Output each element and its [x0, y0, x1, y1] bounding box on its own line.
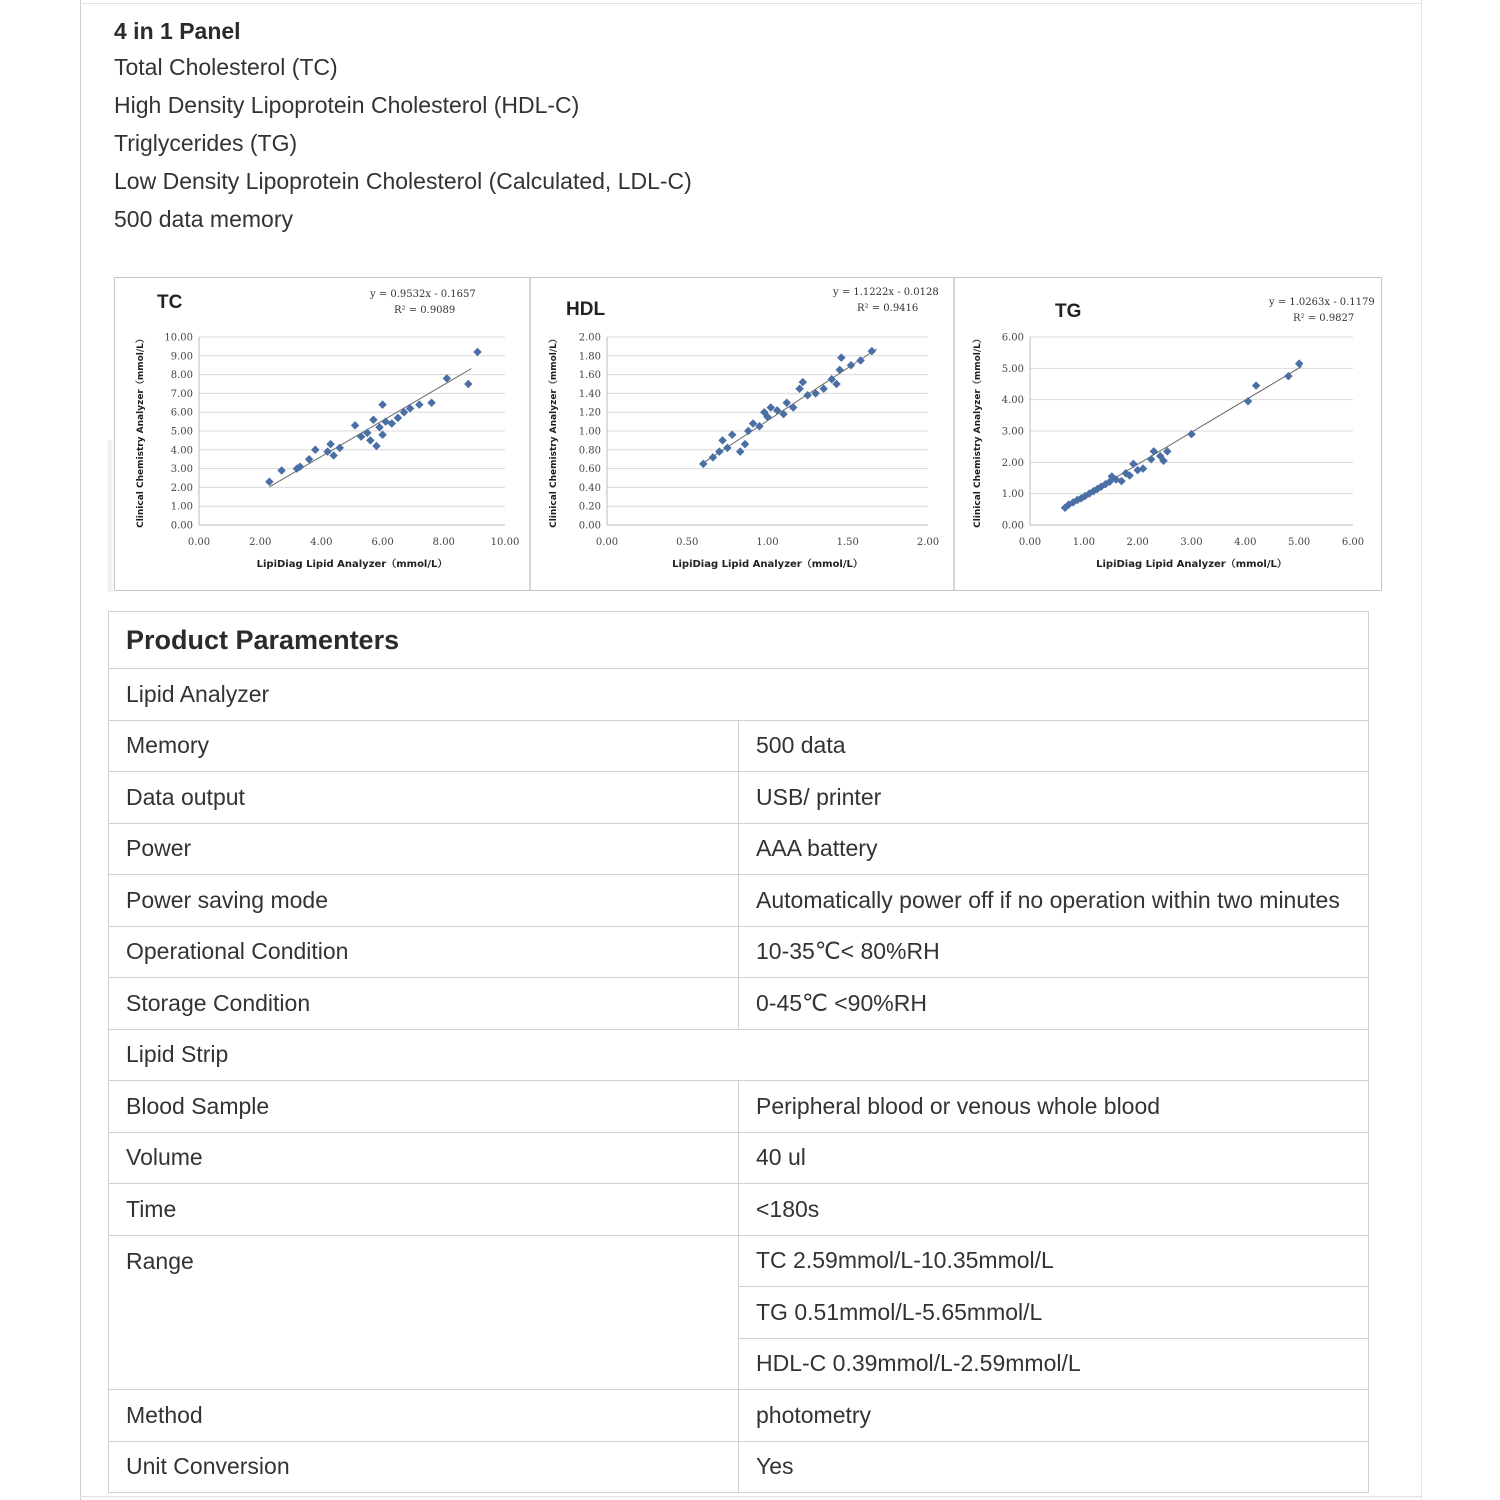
data-point [741, 440, 749, 448]
x-tick-label: 2.00 [1126, 537, 1149, 548]
y-tick-label: 6.00 [170, 407, 193, 419]
data-point [378, 431, 386, 439]
y-tick-label: 0.40 [578, 482, 601, 494]
table-row [109, 1184, 1369, 1236]
intro-item-ldl: Low Density Lipoprotein Cholesterol (Calculated, LDL-C) [114, 168, 692, 194]
x-tick-label: 4.00 [1234, 537, 1257, 548]
x-tick-label: 3.00 [1180, 537, 1203, 548]
param-value: Peripheral blood or venous whole blood [739, 1081, 1369, 1133]
param-key: Power saving mode [109, 875, 739, 927]
section-heading: Lipid Strip [109, 1029, 1369, 1081]
x-tick-label: 6.00 [371, 537, 394, 548]
chart-tg [972, 297, 1375, 570]
x-tick-label: 1.50 [836, 537, 859, 548]
y-tick-label: 0.80 [578, 445, 601, 457]
param-key: Volume [109, 1132, 739, 1184]
y-tick-label: 0.60 [578, 464, 601, 476]
data-point [336, 444, 344, 452]
section-row [109, 669, 1369, 721]
frame-border-right [1421, 0, 1422, 1500]
y-tick-label: 8.00 [170, 370, 193, 382]
x-tick-label: 2.00 [916, 537, 940, 548]
data-point [1252, 381, 1260, 389]
intro-item-hdl: High Density Lipoprotein Cholesterol (HDL-C) [114, 92, 580, 118]
table-title: Product Paramenters [109, 612, 1369, 669]
data-point [464, 380, 472, 388]
r-squared: R² = 0.9416 [857, 303, 919, 314]
y-tick-label: 1.40 [578, 388, 601, 400]
table-row [109, 1235, 1369, 1287]
chart-tc [135, 289, 519, 570]
y-tick-label: 5.00 [1001, 363, 1024, 375]
data-point [378, 400, 386, 408]
table-title-row [109, 612, 1369, 669]
data-point [837, 353, 845, 361]
y-tick-label: 5.00 [170, 426, 193, 438]
trend-equation: y = 1.0263x - 0.1179 [1269, 297, 1375, 308]
data-point [415, 400, 423, 408]
x-axis-label: LipiDiag Lipid Analyzer（mmol/L） [672, 559, 863, 570]
intro-item-tc: Total Cholesterol (TC) [114, 54, 338, 80]
table-row [109, 1081, 1369, 1133]
y-tick-label: 0.00 [170, 520, 193, 532]
table-row [109, 823, 1369, 875]
chart-title: HDL [566, 299, 606, 320]
data-point [369, 415, 377, 423]
y-tick-label: 3.00 [170, 464, 193, 476]
table-row [109, 1441, 1369, 1493]
x-tick-label: 0.50 [676, 537, 699, 548]
chart-title: TG [1055, 301, 1082, 322]
data-point [789, 403, 797, 411]
table-row [109, 875, 1369, 927]
data-point [372, 442, 380, 450]
chart-hdl [548, 287, 939, 570]
trend-equation: y = 1.1222x - 0.0128 [833, 287, 939, 298]
data-point [728, 431, 736, 439]
table-row [109, 1132, 1369, 1184]
x-tick-label: 8.00 [432, 537, 455, 548]
x-tick-label: 0.00 [1018, 537, 1042, 548]
intro-item-tg: Triglycerides (TG) [114, 130, 298, 156]
data-point [277, 466, 285, 474]
y-tick-label: 1.00 [578, 426, 601, 438]
param-value: TG 0.51mmol/L-5.65mmol/L [739, 1287, 1369, 1339]
frame-border-bottom [80, 1496, 1422, 1497]
y-tick-label: 9.00 [170, 351, 193, 363]
data-point [311, 446, 319, 454]
data-point [427, 399, 435, 407]
y-tick-label: 7.00 [170, 388, 193, 400]
param-key: Time [109, 1184, 739, 1236]
data-point [736, 447, 744, 455]
param-key: Operational Condition [109, 926, 739, 978]
y-tick-label: 1.00 [170, 501, 193, 513]
chart-divider [529, 278, 531, 590]
y-tick-label: 2.00 [1001, 457, 1024, 469]
param-key: Unit Conversion [109, 1441, 739, 1493]
y-tick-label: 6.00 [1001, 332, 1024, 344]
param-key: Method [109, 1390, 739, 1442]
data-point [366, 436, 374, 444]
y-tick-label: 1.20 [578, 407, 601, 419]
data-point [835, 366, 843, 374]
chart-title: TC [157, 292, 183, 313]
param-value: TC 2.59mmol/L-10.35mmol/L [739, 1235, 1369, 1287]
r-squared: R² = 0.9089 [394, 305, 456, 316]
param-value: <180s [739, 1184, 1369, 1236]
section-heading: Lipid Analyzer [109, 669, 1369, 721]
y-tick-label: 4.00 [1001, 395, 1024, 407]
y-axis-label: Clinical Chemistry Analyzer（mmol/L） [136, 334, 146, 528]
table-row [109, 926, 1369, 978]
y-tick-label: 1.80 [578, 351, 601, 363]
intro-section [114, 14, 692, 238]
table-row [109, 1390, 1369, 1442]
data-point [744, 427, 752, 435]
x-tick-label: 2.00 [249, 537, 272, 548]
frame-border-left [80, 0, 81, 1500]
y-tick-label: 4.00 [170, 445, 193, 457]
table-row [109, 772, 1369, 824]
data-point [351, 421, 359, 429]
x-axis-label: LipiDiag Lipid Analyzer（mmol/L） [1096, 559, 1287, 570]
table-row [109, 720, 1369, 772]
y-tick-label: 1.00 [1001, 489, 1024, 501]
param-key: Data output [109, 772, 739, 824]
correlation-charts [114, 277, 1382, 591]
x-tick-label: 5.00 [1288, 537, 1311, 548]
data-point [1295, 359, 1303, 367]
y-tick-label: 0.00 [1001, 520, 1024, 532]
chart-divider [953, 278, 955, 590]
data-point [1284, 372, 1292, 380]
param-value: photometry [739, 1390, 1369, 1442]
param-key: Blood Sample [109, 1081, 739, 1133]
param-key: Memory [109, 720, 739, 772]
data-point [1150, 447, 1158, 455]
x-tick-label: 6.00 [1341, 537, 1365, 548]
y-tick-label: 0.20 [578, 501, 601, 513]
y-tick-label: 3.00 [1001, 426, 1024, 438]
x-tick-label: 4.00 [310, 537, 333, 548]
x-axis-label: LipiDiag Lipid Analyzer（mmol/L） [256, 559, 448, 570]
param-value: Automatically power off if no operation within two minutes [739, 875, 1369, 927]
x-tick-label: 0.00 [595, 537, 619, 548]
y-axis-label: Clinical Chemistry Analyzer（mmol/L） [549, 334, 559, 528]
data-point [1244, 397, 1252, 405]
y-axis-label: Clinical Chemistry Analyzer（mmol/L） [973, 334, 983, 528]
param-key: Storage Condition [109, 978, 739, 1030]
x-tick-label: 0.00 [187, 537, 211, 548]
param-value: USB/ printer [739, 772, 1369, 824]
data-point [1129, 460, 1137, 468]
x-tick-label: 10.00 [490, 537, 520, 548]
product-parameters-table [108, 611, 1369, 1493]
frame-border-top [80, 3, 1422, 4]
param-value: 500 data [739, 720, 1369, 772]
r-squared: R² = 0.9827 [1293, 313, 1355, 324]
param-value: 40 ul [739, 1132, 1369, 1184]
intro-title: 4 in 1 Panel [114, 18, 241, 44]
x-tick-label: 1.00 [756, 537, 779, 548]
data-point [394, 414, 402, 422]
y-tick-label: 2.00 [170, 482, 193, 494]
y-tick-label: 2.00 [578, 332, 601, 344]
param-key: Power [109, 823, 739, 875]
param-value: 0-45℃ <90%RH [739, 978, 1369, 1030]
charts-canvas [115, 278, 1381, 590]
param-value: HDL-C 0.39mmol/L-2.59mmol/L [739, 1338, 1369, 1390]
table-row [109, 978, 1369, 1030]
param-value: Yes [739, 1441, 1369, 1493]
param-key: Range [109, 1235, 739, 1390]
data-point [326, 440, 334, 448]
param-value: 10-35℃< 80%RH [739, 926, 1369, 978]
section-row [109, 1029, 1369, 1081]
y-tick-label: 1.60 [578, 370, 601, 382]
data-point [718, 436, 726, 444]
data-point [473, 348, 481, 356]
y-tick-label: 10.00 [164, 332, 193, 344]
trend-equation: y = 0.9532x - 0.1657 [370, 289, 476, 300]
intro-item-memory: 500 data memory [114, 206, 293, 232]
x-tick-label: 1.00 [1072, 537, 1095, 548]
y-tick-label: 0.00 [578, 520, 601, 532]
param-value: AAA battery [739, 823, 1369, 875]
